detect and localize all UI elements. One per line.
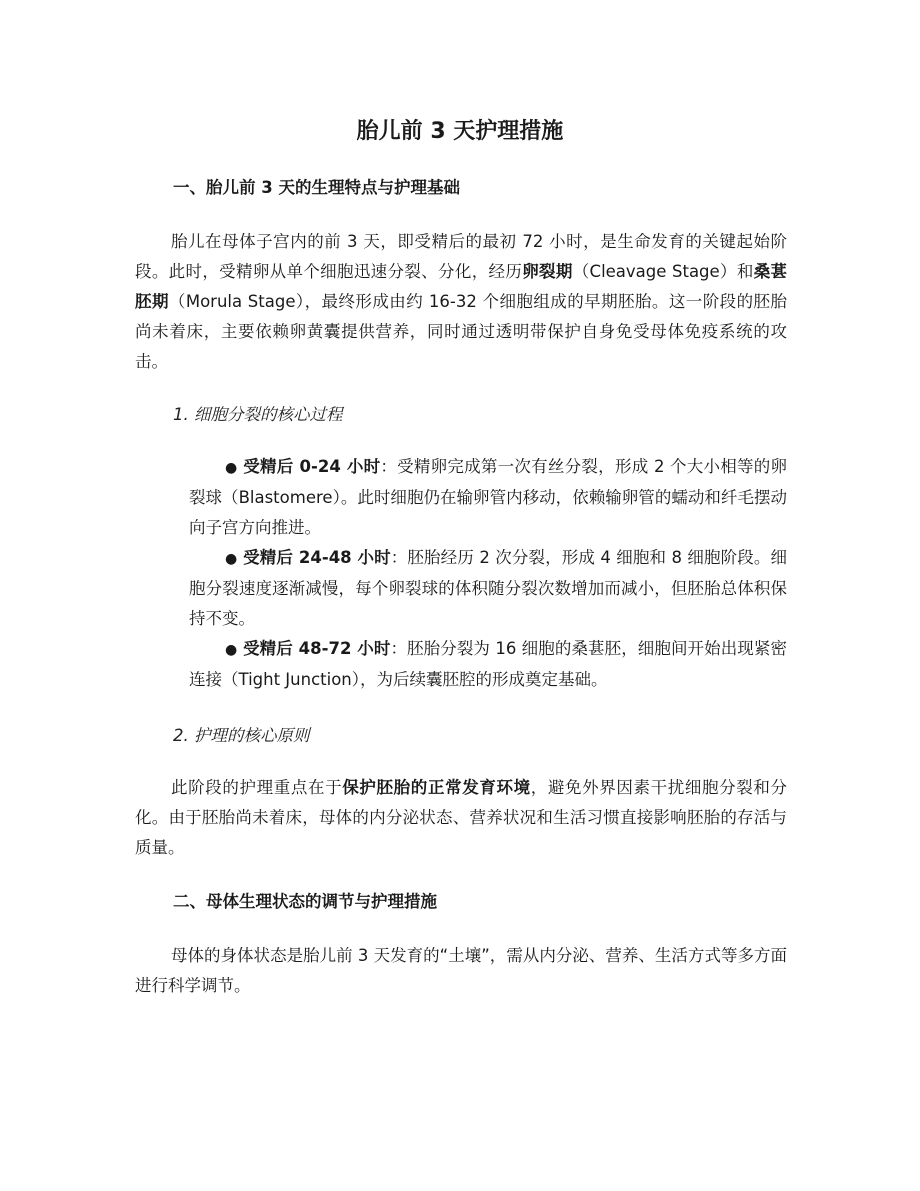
section2-heading: 二、母体生理状态的调节与护理措施 — [173, 892, 437, 911]
bullet-icon: ● — [225, 460, 238, 476]
bullet-label: 受精后 48-72 小时 — [243, 639, 391, 658]
emphasis-text: 保护胚胎的正常发育环境 — [342, 778, 531, 797]
bullet-label: 受精后 0-24 小时 — [243, 457, 381, 476]
care-principles-paragraph — [135, 773, 787, 863]
list-item — [189, 634, 787, 695]
list-item — [189, 543, 787, 634]
bullet-text: ：胚胎分裂为 16 细胞的桑葚胚，细胞间开始出现紧密连接（Tight Junction），为后续囊胚腔的形成奠定基础。 — [189, 639, 787, 689]
para-text: ，避免外界因素干扰细胞分裂和分化。由于胚胎尚未着床，母体的内分泌状态、营养状况和生活习惯直接影响胚胎的存活与质量。 — [135, 778, 788, 857]
term-morula: 桑葚胚期 — [135, 262, 788, 311]
bullet-label: 受精后 24-48 小时 — [243, 548, 391, 567]
bullet-list — [189, 452, 787, 695]
section1-heading: 一、胎儿前 3 天的生理特点与护理基础 — [173, 178, 460, 197]
bullet-icon: ● — [225, 642, 238, 658]
bullet-text: ：受精卵完成第一次有丝分裂，形成 2 个大小相等的卵裂球（Blastomere）。此时细胞仍在输卵管内移动，依赖输卵管的蠕动和纤毛摆动向子宫方向推进。 — [189, 457, 787, 537]
bullet-icon: ● — [225, 551, 238, 567]
para-text: 此阶段的护理重点在于 — [171, 778, 343, 797]
document-title: 胎儿前 3 天护理措施 — [356, 119, 564, 144]
section2-paragraph: 母体的身体状态是胎儿前 3 天发育的“土壤”，需从内分泌、营养、生活方式等多方面进行科学调节。 — [135, 946, 787, 995]
para-text: （Cleavage Stage）和 — [572, 262, 754, 281]
subheading-care-principles: 2. 护理的核心原则 — [173, 726, 310, 745]
subheading-cell-division: 1. 细胞分裂的核心过程 — [173, 405, 343, 424]
para-text: （Morula Stage），最终形成由约 16-32 个细胞组成的早期胚胎。这一阶段的胚胎尚未着床，主要依赖卵黄囊提供营养，同时通过透明带保护自身免受母体免疫系统的攻击。 — [135, 292, 787, 371]
section1-paragraph — [135, 227, 787, 377]
bullet-text: ：胚胎经历 2 次分裂，形成 4 细胞和 8 细胞阶段。细胞分裂速度逐渐减慢，每个卵裂球的体积随分裂次数增加而减小，但胚胎总体积保持不变。 — [189, 548, 787, 628]
term-cleavage: 卵裂期 — [522, 262, 573, 281]
para-text: 胎儿在母体子宫内的前 3 天，即受精后的最初 72 小时，是生命发育的关键起始阶段。此时，受精卵从单个细胞迅速分裂、分化，经历 — [135, 232, 787, 281]
list-item — [189, 452, 787, 543]
